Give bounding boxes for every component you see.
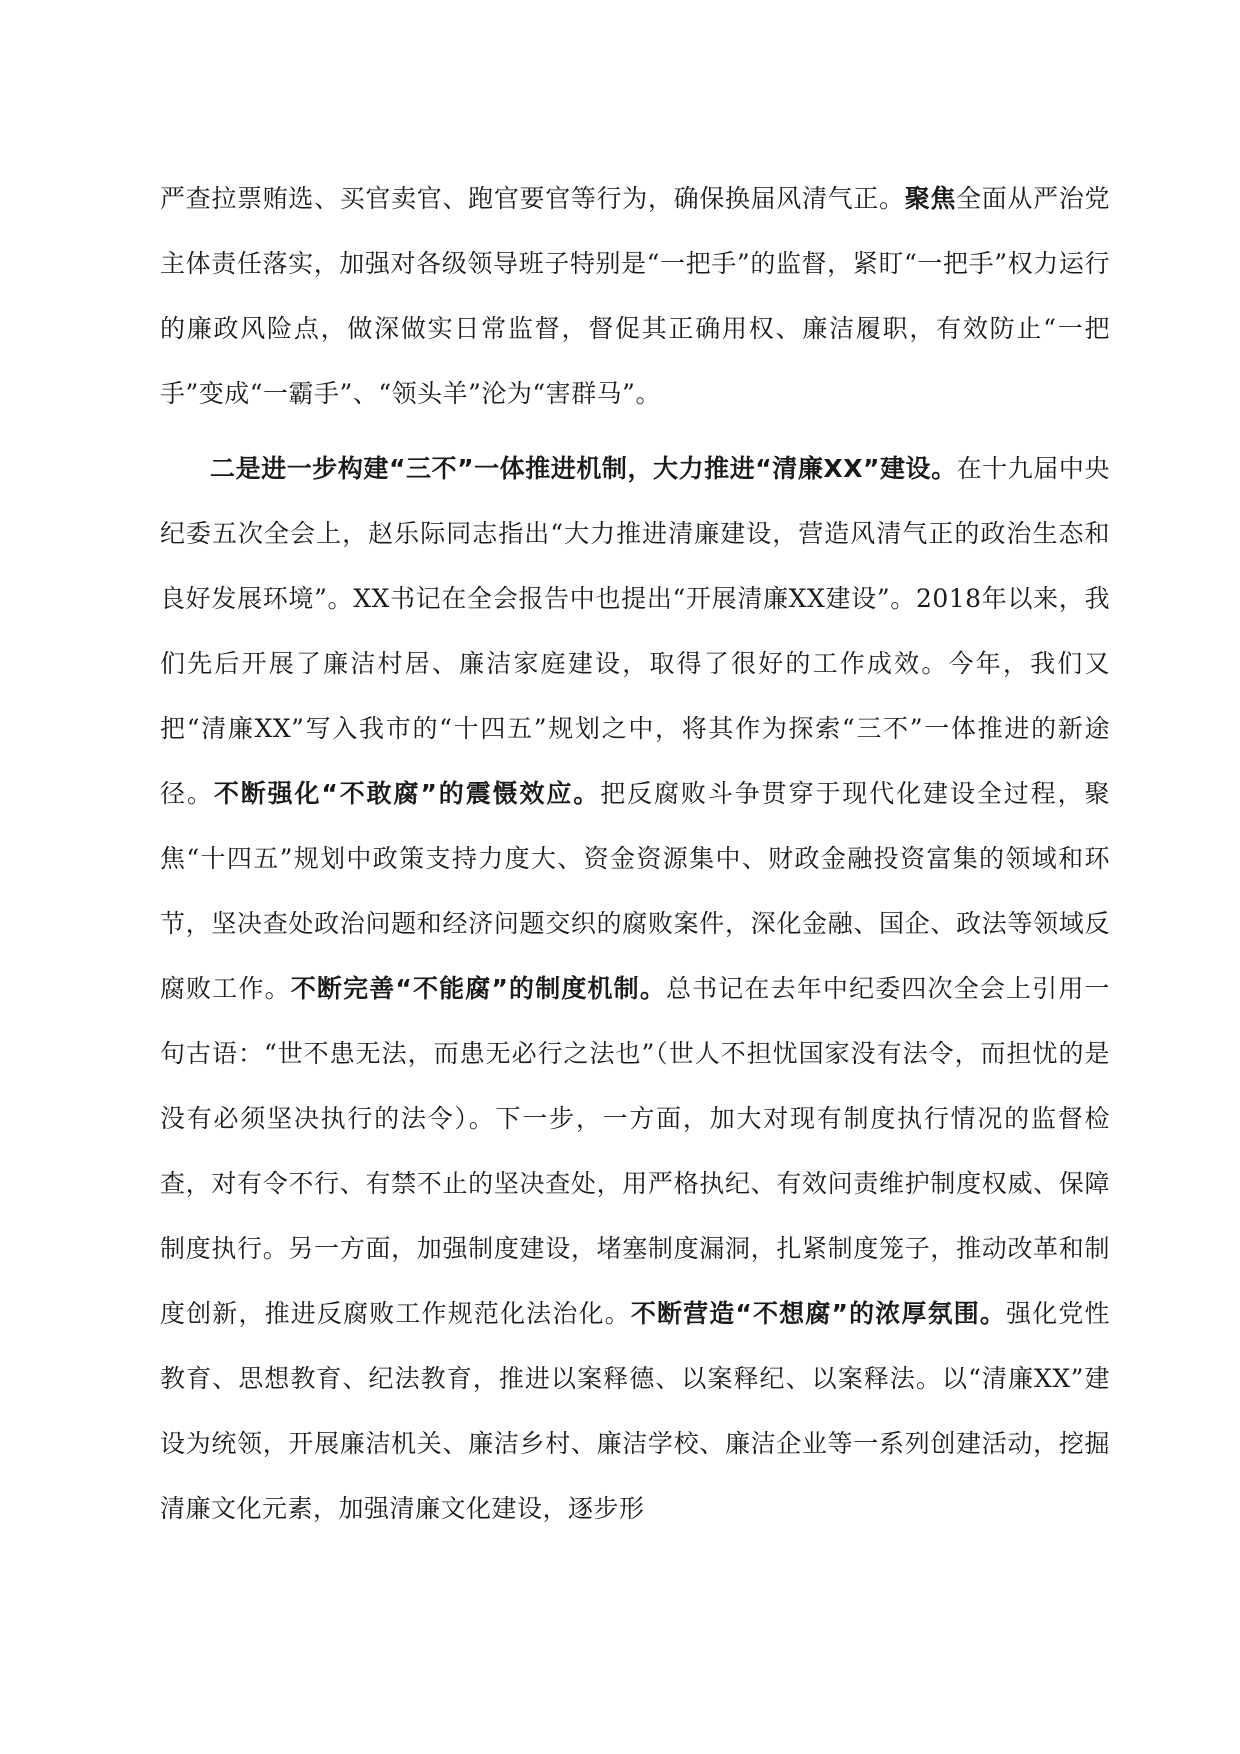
text-run: 总书记在去年中纪委四次全会上引用一句古语：“世不患无法，而患无必行之法也”（世人不担忧国家没有法令，而担忧的是没有必须坚决执行的法令）。下一步，一方面，加大对现有制度执行情况的监督检查，对有令不行、有禁不止的坚决查处，用严格执纪、有效问责维护制度权威、保障制度执行。另一方面，加强制度建设，堵塞制度漏洞，扎紧制度笼子，推动改革和制度创新，推进反腐败工作规范化法治化。 xyxy=(160,974,1110,1328)
text-run: 在十九届中央纪委五次全会上，赵乐际同志指出“大力推进清廉建设，营造风清气正的政治生态和良好发展环境”。XX书记在全会报告中也提出“开展清廉XX建设”。2018年以来，我们先后开展了廉洁村居、廉洁家庭建设，取得了很好的工作成效。今年，我们又把“清廉XX”写入我市的“十四五”规划之中，将其作为探索“三不”一体推进的新途径。 xyxy=(160,454,1110,808)
paragraph-1 xyxy=(160,166,1110,426)
body-text xyxy=(160,166,1110,1541)
bold-run: 不断营造“不想腐”的浓厚氛围。 xyxy=(630,1299,1007,1328)
paragraph-2 xyxy=(160,436,1110,1541)
text-run: 强化党性教育、思想教育、纪法教育，推进以案释德、以案释纪、以案释法。以“清廉XX”建设为统领，开展廉洁机关、廉洁乡村、廉洁学校、廉洁企业等一系列创建活动，挖掘清廉文化元素，加强清廉文化建设，逐步形 xyxy=(160,1299,1110,1523)
section-heading: 二是进一步构建“三不”一体推进机制，大力推进“清廉XX”建设。 xyxy=(210,454,957,483)
bold-run: 聚焦 xyxy=(904,184,957,213)
bold-run: 不断完善“不能腐”的制度机制。 xyxy=(290,974,666,1003)
text-run: 全面从严治党主体责任落实，加强对各级领导班子特别是“一把手”的监督，紧盯“一把手”权力运行的廉政风险点，做深做实日常监督，督促其正确用权、廉洁履职，有效防止“一把手”变成“一霸手”、“领头羊”沦为“害群马”。 xyxy=(160,184,1110,408)
text-run: 把反腐败斗争贯穿于现代化建设全过程，聚焦“十四五”规划中政策支持力度大、资金资源集中、财政金融投资富集的领域和环节，坚决查处政治问题和经济问题交织的腐败案件，深化金融、国企、政法等领域反腐败工作。 xyxy=(160,779,1110,1003)
bold-run: 不断强化“不敢腐”的震慑效应。 xyxy=(213,779,601,808)
text-run: 严查拉票贿选、买官卖官、跑官要官等行为，确保换届风清气正。 xyxy=(160,184,905,213)
